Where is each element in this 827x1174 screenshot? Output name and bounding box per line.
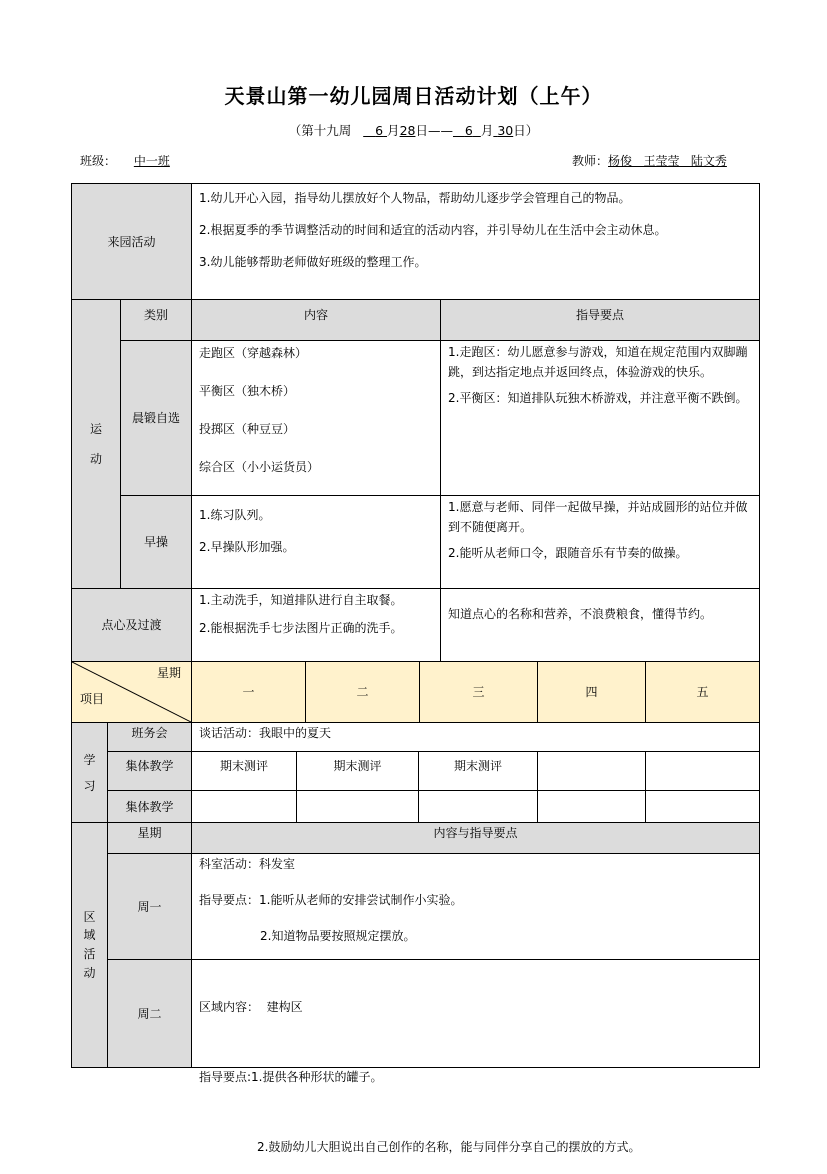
area-label-char: 区 bbox=[83, 909, 96, 924]
morning-point: 2.平衡区：知道排队玩独木桥游戏，并注意平衡不跌倒。 bbox=[448, 390, 748, 405]
area-label-char: 动 bbox=[83, 965, 96, 980]
arrival-item: 1.幼儿开心入园，指导幼儿摆放好个人物品，帮助幼儿逐步学会管理自己的物品。 bbox=[199, 191, 631, 205]
snack-points: 知道点心的名称和营养，不浪费粮食，懂得节约。 bbox=[440, 588, 760, 662]
day-header-wed: 三 bbox=[419, 661, 538, 723]
area-tue-content bbox=[191, 959, 760, 1154]
arrival-item: 3.幼儿能够帮助老师做好班级的整理工作。 bbox=[199, 255, 427, 269]
snack-item: 1.主动洗手，知道排队进行自主取餐。 bbox=[199, 593, 403, 607]
snack-content bbox=[191, 588, 441, 662]
morning-points bbox=[440, 340, 760, 496]
page-title: 天景山第一幼儿园周日活动计划（上午） bbox=[224, 84, 603, 108]
exercise-content bbox=[191, 495, 441, 589]
month-start: 6 bbox=[375, 123, 384, 138]
sport-label-char: 动 bbox=[89, 452, 102, 466]
day-header-mon: 一 bbox=[191, 661, 306, 723]
teacher-label: 教师： bbox=[572, 154, 609, 168]
study-label bbox=[71, 722, 108, 823]
area-label-char: 活 bbox=[83, 947, 96, 961]
exercise-item: 1.练习队列。 bbox=[199, 508, 271, 522]
group-teaching-label-2: 集体教学 bbox=[107, 790, 192, 823]
month-char-2: 月 bbox=[480, 123, 494, 138]
area-mon-label: 周一 bbox=[107, 853, 192, 960]
sport-label-char: 运 bbox=[89, 422, 102, 436]
month-char: 月 bbox=[387, 123, 400, 138]
morning-item: 投掷区（种豆豆） bbox=[199, 422, 296, 436]
class-label: 班级： bbox=[80, 154, 117, 168]
snack-label: 点心及过渡 bbox=[71, 588, 192, 662]
study-label-char: 习 bbox=[83, 778, 96, 793]
morning-item: 综合区（小小运货员） bbox=[199, 460, 320, 474]
group-teaching-label: 集体教学 bbox=[107, 751, 192, 791]
month-end: 6 bbox=[464, 123, 473, 138]
group-teaching-2-thu bbox=[537, 790, 646, 823]
morning-point: 1.走跑区：幼儿愿意参与游戏，知道在规定范围内双脚蹦跳，到达指定地点并返回终点，体验游戏的快乐。 bbox=[448, 345, 748, 379]
class-value: 中一班 bbox=[133, 154, 170, 168]
schedule-corner bbox=[71, 661, 192, 723]
sport-points-header: 指导要点 bbox=[440, 299, 760, 341]
snack-item: 2.能根据洗手七步法图片正确的洗手。 bbox=[199, 621, 403, 635]
item-label: 项目 bbox=[80, 692, 105, 706]
area-mon-content bbox=[191, 853, 760, 960]
group-teaching-2-fri bbox=[645, 790, 760, 823]
arrival-content bbox=[191, 183, 760, 300]
arrival-label: 来园活动 bbox=[71, 183, 192, 300]
group-teaching-mon: 期末测评 bbox=[191, 751, 297, 791]
exercise-item: 2.早操队形加强。 bbox=[199, 540, 295, 554]
day-header-fri: 五 bbox=[645, 661, 760, 723]
area-label-char: 域 bbox=[83, 928, 96, 943]
week-range bbox=[0, 121, 827, 139]
morning-label: 晨锻自选 bbox=[120, 340, 192, 496]
teacher-info bbox=[572, 152, 727, 169]
morning-item: 走跑区（穿越森林） bbox=[199, 346, 308, 360]
exercise-points bbox=[440, 495, 760, 589]
class-info bbox=[80, 152, 220, 169]
group-teaching-fri bbox=[645, 751, 760, 791]
area-tue-line: 区域内容： 建构区 bbox=[199, 1000, 303, 1014]
exercise-point: 1.愿意与老师、同伴一起做早操，并站成圆形的站位并做到不随便离开。 bbox=[448, 500, 748, 534]
area-label bbox=[71, 822, 108, 1068]
meeting-content: 谈话活动：我眼中的夏天 bbox=[191, 722, 760, 752]
sport-category-header: 类别 bbox=[120, 299, 192, 341]
area-tue-line: 指导要点:1.提供各种形状的罐子。 bbox=[199, 1070, 383, 1084]
area-tue-label: 周二 bbox=[107, 959, 192, 1068]
day-header-tue: 二 bbox=[305, 661, 420, 723]
group-teaching-tue: 期末测评 bbox=[296, 751, 419, 791]
area-mon-line: 科室活动：科发室 bbox=[199, 857, 296, 871]
week-prefix: （第十九周 bbox=[288, 123, 352, 138]
exercise-label: 早操 bbox=[120, 495, 192, 589]
arrival-item: 2.根据夏季的季节调整活动的时间和适宜的活动内容，并引导幼儿在生活中会主动休息。 bbox=[199, 223, 667, 237]
meeting-label: 班务会 bbox=[107, 722, 192, 752]
group-teaching-2-tue bbox=[296, 790, 419, 823]
area-content-header: 内容与指导要点 bbox=[191, 822, 760, 854]
group-teaching-wed: 期末测评 bbox=[418, 751, 538, 791]
group-teaching-2-wed bbox=[418, 790, 538, 823]
day-end: 30 bbox=[497, 123, 514, 138]
day-header-thu: 四 bbox=[537, 661, 646, 723]
study-label-char: 学 bbox=[83, 752, 96, 767]
area-mon-line: 2.知道物品要按照规定摆放。 bbox=[260, 929, 416, 943]
sport-label bbox=[71, 299, 121, 589]
sport-content-header: 内容 bbox=[191, 299, 441, 341]
dash-text: 日—— bbox=[415, 123, 453, 138]
day-start: 28 bbox=[399, 123, 416, 138]
morning-item: 平衡区（独木桥） bbox=[199, 384, 296, 398]
teacher-names: 杨俊 王莹莹 陆文秀 bbox=[608, 154, 727, 168]
end-text: 日） bbox=[513, 123, 539, 138]
area-tue-line: 2.鼓励幼儿大胆说出自己创作的名称，能与同伴分享自己的摆放的方式。 bbox=[257, 1140, 641, 1154]
week-label: 星期 bbox=[156, 666, 181, 680]
exercise-point: 2.能听从老师口令，跟随音乐有节奏的做操。 bbox=[448, 545, 688, 560]
group-teaching-2-mon bbox=[191, 790, 297, 823]
area-week-header: 星期 bbox=[107, 822, 192, 854]
area-mon-line: 指导要点：1.能听从老师的安排尝试制作小实验。 bbox=[199, 893, 463, 907]
group-teaching-thu bbox=[537, 751, 646, 791]
morning-content bbox=[191, 340, 441, 496]
